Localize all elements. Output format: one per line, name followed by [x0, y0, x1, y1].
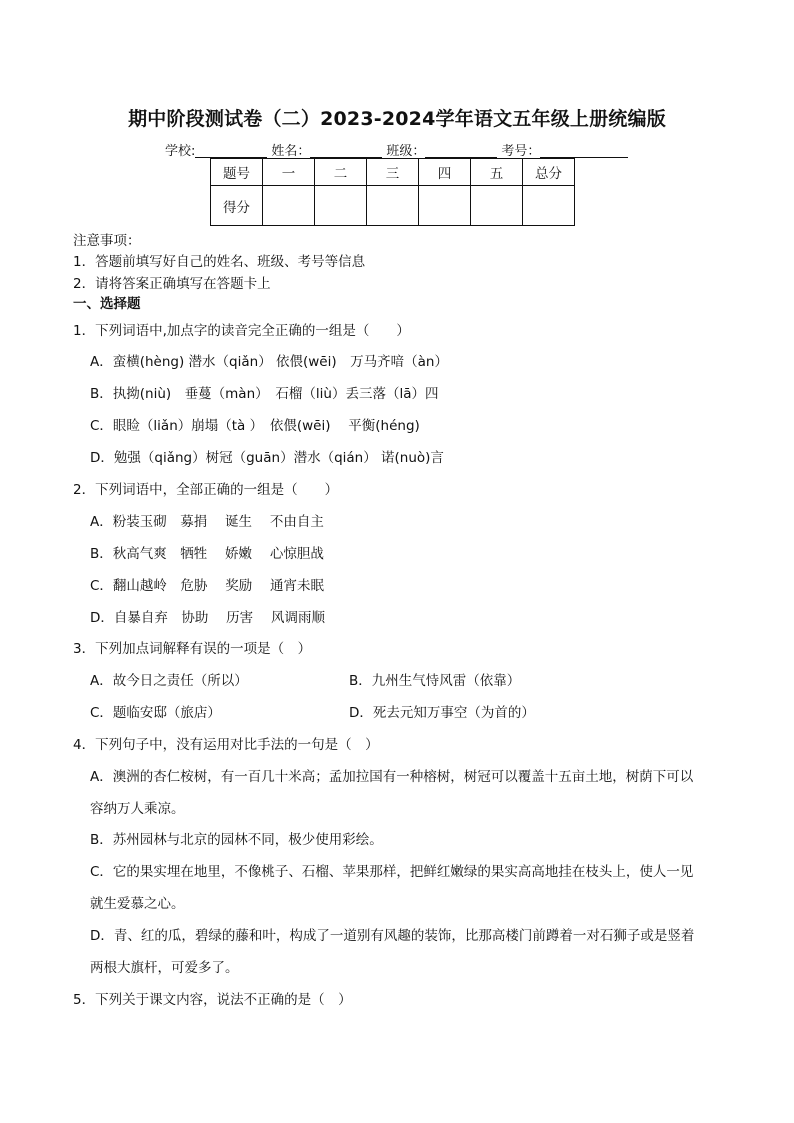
- score-header-cell: 总分: [523, 159, 575, 186]
- score-header-cell: 二: [315, 159, 367, 186]
- question-option: C．它的果实埋在地里，不像桃子、石榴、苹果那样，把鲜红嫩绿的果实高高地挂在枝头上，使人一见: [90, 864, 694, 880]
- notice-heading: 注意事项：: [73, 233, 141, 249]
- score-cell: [419, 186, 471, 226]
- notice-item: 1．答题前填写好自己的姓名、班级、考号等信息: [73, 254, 366, 270]
- page-title: 期中阶段测试卷（二）2023-2024学年语文五年级上册统编版: [128, 108, 666, 130]
- score-cell: [367, 186, 419, 226]
- school-label: 学校:: [165, 144, 196, 159]
- score-cell: [471, 186, 523, 226]
- question-option: A．粉装玉砌 募捐 诞生 不由自主: [90, 514, 324, 530]
- score-cell: [263, 186, 315, 226]
- question-option: B．秋高气爽 牺牲 娇嫩 心惊胆战: [90, 546, 324, 562]
- question-stem: 3．下列加点词解释有误的一项是（ ）: [73, 641, 312, 657]
- question-option: C．眼睑（liǎn）崩塌（tà ） 依偎(wēi) 平衡(héng): [90, 418, 420, 434]
- question-stem: 1．下列词语中,加点字的读音完全正确的一组是（ ）: [73, 323, 410, 339]
- question-stem: 5．下列关于课文内容，说法不正确的是（ ）: [73, 992, 352, 1008]
- student-info-row: [165, 140, 628, 159]
- exam-number-blank: [540, 143, 628, 158]
- class-blank: [425, 143, 497, 158]
- name-label: 姓名：: [271, 144, 311, 159]
- question-stem: 2．下列词语中，全部正确的一组是（ ）: [73, 482, 339, 498]
- question-option-continued: 就生爱慕之心。: [90, 896, 185, 912]
- question-option: D．自暴自弃 协助 历害 风调雨顺: [90, 610, 325, 626]
- school-blank: [195, 143, 267, 158]
- question-option: D．青、红的瓜，碧绿的藤和叶，构成了一道别有风趣的装饰，比那高楼门前蹲着一对石狮子或是竖着: [90, 928, 695, 944]
- score-table-score-row: [211, 186, 575, 226]
- question-option: A．蛮横(hèng) 潜水（qiǎn） 依偎(wēi) 万马齐喑（àn）: [90, 354, 448, 370]
- question-stem: 4．下列句子中，没有运用对比手法的一句是（ ）: [73, 737, 379, 753]
- name-blank: [310, 143, 382, 158]
- question-option: A．澳洲的杏仁桉树，有一百几十米高；孟加拉国有一种榕树，树冠可以覆盖十五亩土地，树荫下可以: [90, 769, 694, 785]
- question-option: B．苏州园林与北京的园林不同，极少使用彩绘。: [90, 832, 383, 848]
- question-option: D．勉强（qiǎng）树冠（guān）潜水（qián） 诺(nuò)言: [90, 450, 444, 466]
- score-table: [210, 158, 575, 226]
- score-header-cell: 题号: [211, 159, 263, 186]
- score-cell: [523, 186, 575, 226]
- score-header-cell: 五: [471, 159, 523, 186]
- question-option: C．题临安邸（旅店）: [90, 705, 221, 721]
- question-option: B．九州生气恃风雷（依靠）: [349, 673, 521, 689]
- score-header-cell: 四: [419, 159, 471, 186]
- section-heading: 一、选择题: [73, 296, 141, 312]
- score-header-cell: 三: [367, 159, 419, 186]
- class-label: 班级：: [386, 144, 426, 159]
- score-cell: [315, 186, 367, 226]
- exam-number-label: 考号：: [501, 144, 541, 159]
- question-option-continued: 容纳万人乘凉。: [90, 801, 185, 817]
- question-option-continued: 两根大旗杆，可爱多了。: [90, 960, 239, 976]
- question-option: B．执拗(niù) 垂蔓（màn） 石榴（liù）丢三落（lā）四: [90, 386, 439, 402]
- score-header-cell: 一: [263, 159, 315, 186]
- score-row-label: 得分: [211, 186, 263, 226]
- score-table-header-row: [211, 159, 575, 186]
- question-option: A．故今日之责任（所以）: [90, 673, 248, 689]
- notice-item: 2．请将答案正确填写在答题卡上: [73, 276, 271, 292]
- question-option: D．死去元知万事空（为首的）: [349, 705, 535, 721]
- question-option: C．翻山越岭 危胁 奖励 通宵未眠: [90, 578, 325, 594]
